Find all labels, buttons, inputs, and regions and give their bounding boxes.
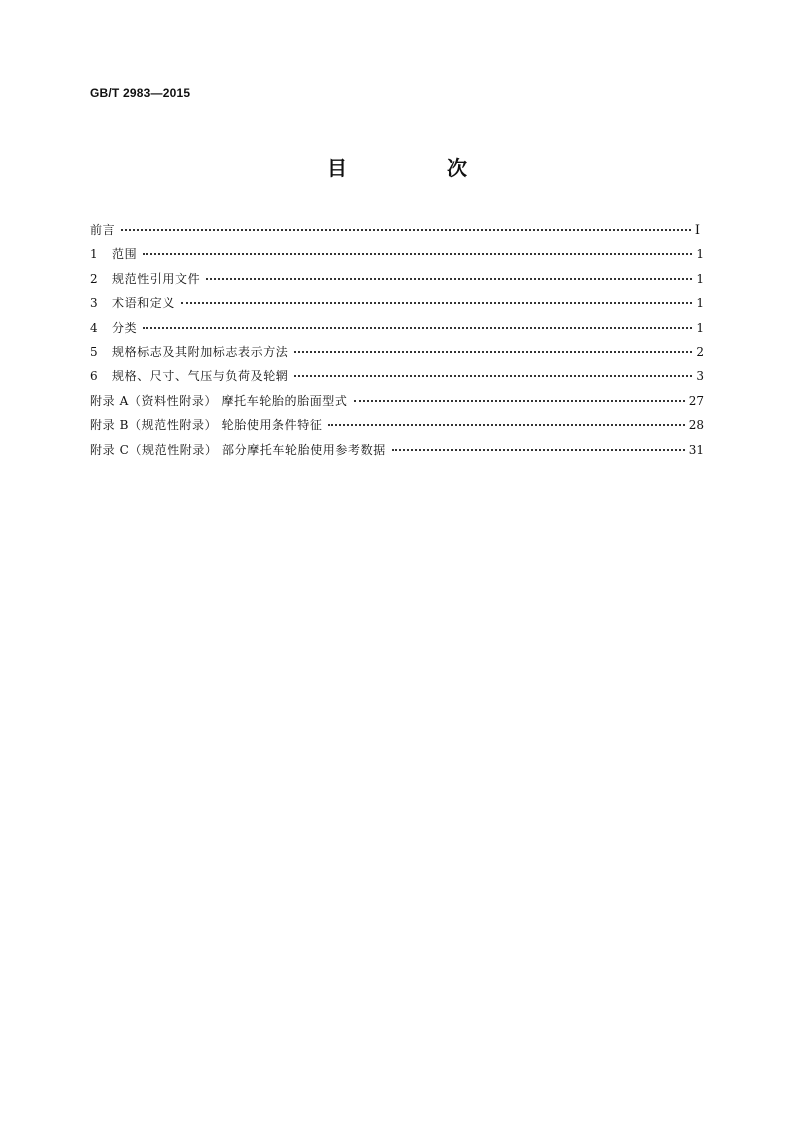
toc-entry-label: 附录 C（规范性附录） 部分摩托车轮胎使用参考数据 xyxy=(90,442,386,457)
toc-entry-page: 2 xyxy=(696,344,704,359)
toc-dot-leader xyxy=(121,229,691,231)
toc-entry-page: 1 xyxy=(696,296,704,311)
toc-entry-designation-marking[interactable] xyxy=(90,340,704,364)
toc-entry-normative-references[interactable] xyxy=(90,267,704,291)
toc-entry-page: Ⅰ xyxy=(694,223,700,238)
toc-dot-leader xyxy=(354,400,685,402)
toc-entry-scope[interactable] xyxy=(90,242,704,266)
toc-dot-leader xyxy=(294,351,692,353)
table-of-contents xyxy=(90,218,704,462)
toc-entry-classification[interactable] xyxy=(90,316,704,340)
toc-entry-page: 1 xyxy=(696,247,704,262)
toc-entry-label: 前言 xyxy=(90,223,116,237)
toc-entry-number: 2 xyxy=(90,271,98,286)
toc-entry-number: 6 xyxy=(90,369,98,384)
toc-dot-leader xyxy=(143,253,692,255)
toc-dot-leader xyxy=(206,278,692,280)
toc-entry-label: 规范性引用文件 xyxy=(112,271,201,286)
toc-dot-leader xyxy=(143,327,692,329)
page-title: 目 次 xyxy=(327,156,507,180)
toc-entry-label: 附录 B（规范性附录） 轮胎使用条件特征 xyxy=(90,418,323,433)
toc-entry-foreword[interactable] xyxy=(90,218,704,242)
toc-dot-leader xyxy=(328,424,684,426)
toc-entry-label: 规格标志及其附加标志表示方法 xyxy=(112,344,289,359)
toc-entry-annex-a[interactable] xyxy=(90,389,704,413)
toc-dot-leader xyxy=(181,302,692,304)
toc-entry-number: 4 xyxy=(90,320,98,335)
toc-entry-number: 5 xyxy=(90,344,98,359)
toc-dot-leader xyxy=(392,449,685,451)
toc-entry-label: 术语和定义 xyxy=(112,296,176,311)
toc-entry-label: 分类 xyxy=(112,320,138,335)
toc-entry-label: 规格、尺寸、气压与负荷及轮辋 xyxy=(112,369,289,384)
toc-entry-annex-c[interactable] xyxy=(90,438,704,462)
toc-entry-page: 1 xyxy=(696,320,704,335)
toc-entry-annex-b[interactable] xyxy=(90,413,704,437)
toc-entry-page: 3 xyxy=(696,369,704,384)
toc-entry-number: 3 xyxy=(90,296,98,311)
toc-entry-label: 附录 A（资料性附录） 摩托车轮胎的胎面型式 xyxy=(90,393,348,408)
toc-entry-terms-definitions[interactable] xyxy=(90,291,704,315)
toc-entry-number: 1 xyxy=(90,247,98,262)
toc-dot-leader xyxy=(294,375,692,377)
toc-entry-size-pressure-load-rim[interactable] xyxy=(90,364,704,388)
toc-entry-label: 范围 xyxy=(112,247,138,262)
toc-entry-page: 1 xyxy=(696,271,704,286)
toc-entry-page: 31 xyxy=(688,442,704,457)
standard-number: GB/T 2983—2015 xyxy=(90,86,191,100)
toc-entry-page: 27 xyxy=(688,393,704,408)
toc-entry-page: 28 xyxy=(688,418,704,433)
